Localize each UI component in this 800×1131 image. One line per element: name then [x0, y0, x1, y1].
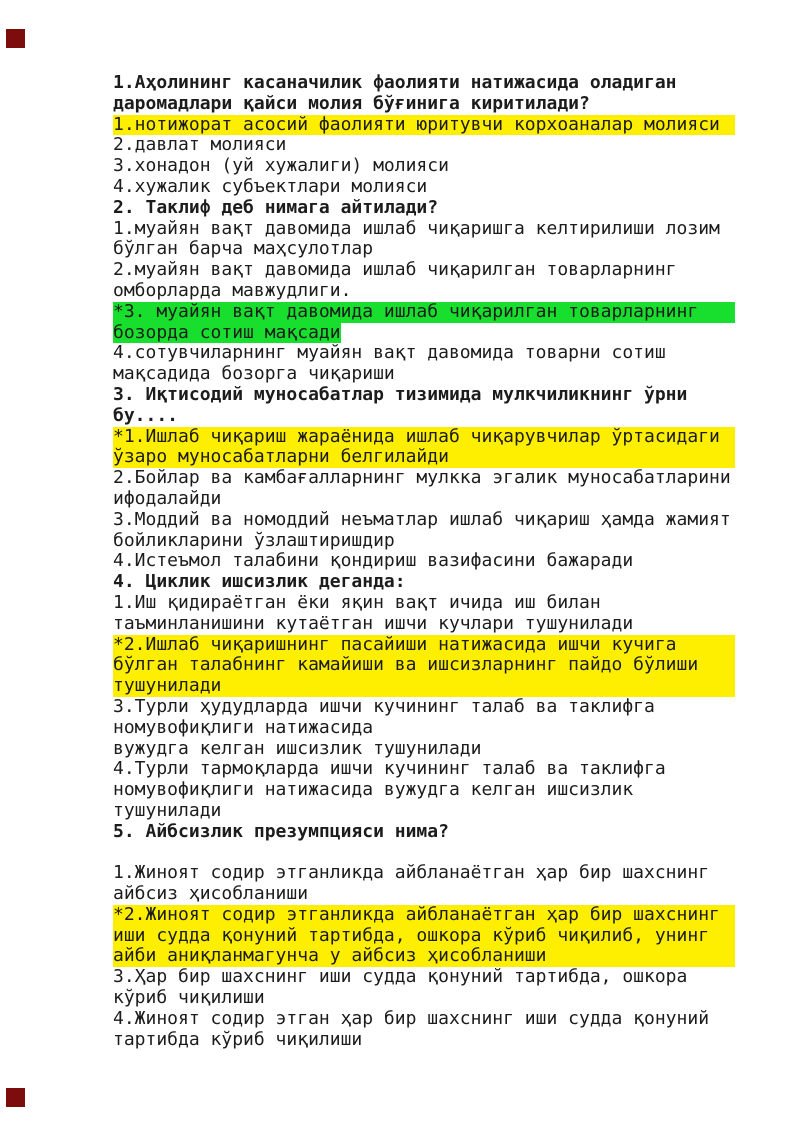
answer-line: 2.давлат молияси [113, 134, 287, 156]
answer-line: 1.Иш қидираётган ёки яқин вақт ичида иш билан [113, 591, 601, 613]
answer-line-highlighted: бўлган талабнинг камайиши ва ишсизларнинг пайдо бўлиши [113, 655, 735, 676]
answer-line-highlighted [113, 323, 735, 344]
answer-line: бойликларини ўзлаштиришдир [113, 529, 395, 551]
highlight-span: бозорда сотиш мақсади [113, 321, 341, 343]
question-line: бу.... [113, 404, 179, 426]
red-corner-marker-bottom [6, 1088, 25, 1107]
answer-line-highlighted: 1.нотижорат асосий фаолияти юритувчи корхоаналар молияси [113, 115, 735, 136]
answer-line: тартибда кўриб чиқилиши [113, 1028, 363, 1050]
answer-line: тушунилади [113, 799, 222, 821]
answer-line: 4.сотувчиларнинг муайян вақт давомида товарни сотиш [113, 342, 666, 364]
answer-line: номувофиқлиги натижасида [113, 716, 374, 738]
question-line: даромадлари қайси молия бўғинига киритилади? [113, 92, 590, 114]
answer-line-highlighted: тушунилади [113, 676, 735, 697]
red-corner-marker-top [6, 29, 25, 48]
answer-line-highlighted: *1.Ишлаб чиқариш жараёнида ишлаб чиқарувчилар ўртасидаги [113, 427, 735, 448]
answer-line: мақсадида бозорга чиқариши [113, 363, 395, 385]
answer-line: ифодалайди [113, 487, 222, 509]
question-line: 4. Циклик ишсизлик деганда: [113, 571, 406, 593]
answer-line: айбсиз ҳисобланиши [113, 883, 309, 905]
answer-line: 3.Ҳар бир шахснинг иши судда қонуний тартибда, ошкора [113, 966, 688, 988]
answer-line-highlighted: *3. муайян вақт давомида ишлаб чиқарилган товарларнинг [113, 302, 735, 323]
answer-line: 4.Истеъмол талабини қондириш вазифасини бажаради [113, 550, 634, 572]
question-line: 5. Айбсизлик презумпцияси нима? [113, 820, 449, 842]
answer-line: омборларда мавжудлиги. [113, 279, 352, 301]
answer-line: 1.муайян вақт давомида ишлаб чиқаришга келтирилиши лозим [113, 217, 720, 239]
answer-line: 2.муайян вақт давомида ишлаб чиқарилган товарларнинг [113, 259, 677, 281]
answer-line-highlighted: иши судда қонуний тартибда, ошкора кўриб чиқилиб, унинг [113, 926, 735, 947]
answer-line: бўлган барча маҳсулотлар [113, 238, 374, 260]
question-line: 1.Аҳолининг касаначилик фаолияти натижасида оладиган [113, 72, 677, 93]
quiz-text-content [113, 73, 735, 1050]
answer-line-highlighted: айби аниқланмагунча у айбсиз ҳисобланиши [113, 946, 735, 967]
answer-line: 3.Моддий ва номоддий неъматлар ишлаб чиқариш ҳамда жамият [113, 508, 731, 530]
answer-line-highlighted: *2.Ишлаб чиқаришнинг пасайиши натижасида ишчи кучига [113, 635, 735, 656]
answer-line: 3.Турли ҳудудларда ишчи кучининг талаб ва таклифга [113, 695, 655, 717]
question-line: 2. Таклиф деб нимага айтилади? [113, 196, 439, 218]
question-line: 3. Иқтисодий муносабатлар тизимида мулкчиликнинг ўрни [113, 383, 688, 405]
answer-line: вужудга келган ишсизлик тушунилади [113, 737, 482, 759]
answer-line-highlighted: ўзаро муносабатларни белгилайди [113, 447, 735, 468]
blank-line [113, 842, 735, 863]
answer-line: таъминланишини кутаётган ишчи кучлари тушунилади [113, 612, 634, 634]
answer-line: 3.хонадон (уй хужалиги) молияси [113, 155, 449, 177]
answer-line: номувофиқлиги натижасида вужудга келган ишсизлик [113, 779, 634, 801]
answer-line: 4.хужалик субъектлари молияси [113, 175, 428, 197]
answer-line: кўриб чиқилиши [113, 987, 265, 1009]
answer-line: 4.Жиноят содир этган ҳар бир шахснинг иши судда қонуний [113, 1007, 710, 1029]
answer-line-highlighted: *2.Жиноят содир этганликда айбланаётган ҳар бир шахснинг [113, 905, 735, 926]
answer-line: 1.Жиноят содир этганликда айбланаётган ҳар бир шахснинг [113, 862, 710, 884]
answer-line: 4.Турли тармоқларда ишчи кучининг талаб ва таклифга [113, 758, 666, 780]
answer-line: 2.Бойлар ва камбағалларнинг мулкка эгалик муносабатларини [113, 467, 731, 489]
